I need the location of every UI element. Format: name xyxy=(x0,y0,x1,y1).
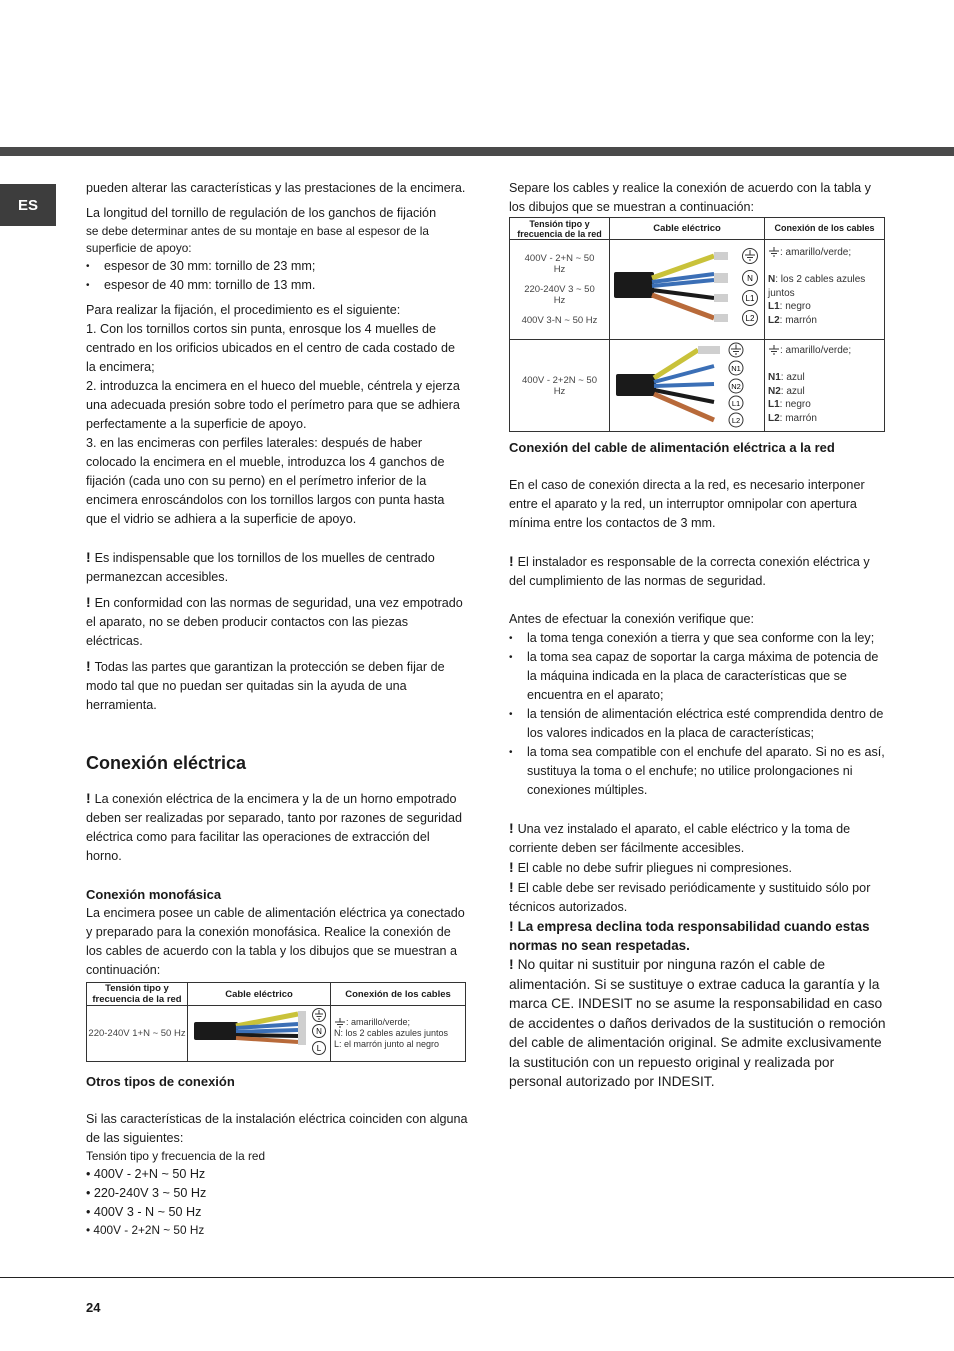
cable-diagram xyxy=(188,1006,331,1062)
voltage-cell: 400V - 2+2N ~ 50 Hz xyxy=(510,340,610,432)
paragraph: En el caso de conexión directa a la red, es necesario interponer entre el aparato y la red, un interruptor omnipolar con apertura mínima entre los contactos de 3 mm. xyxy=(509,478,865,530)
terminal-label: N xyxy=(747,274,753,283)
table-header: Cable eléctrico xyxy=(188,983,331,1006)
voltage-cell: 220-240V 1+N ~ 50 Hz xyxy=(87,1006,188,1062)
warning: ! El cable debe ser revisado periódicamente y sustituido sólo por técnicos autorizados. xyxy=(509,879,871,914)
three-phase-table xyxy=(509,217,885,432)
terminal-label: L2 xyxy=(731,416,741,425)
warning: ! La conexión eléctrica de la encimera y la de un horno empotrado deben ser realizadas por separado, tanto por razones de seguridad eléctrica como para facilitar las operaciones de extracción del horno. xyxy=(86,790,462,863)
warning: ! Una vez instalado el aparato, el cable eléctrico y la toma de corriente deben ser fácilmente accesibles. xyxy=(509,820,851,855)
page-number: 24 xyxy=(86,1300,101,1315)
warning: ! Todas las partes que garantizan la protección se deben fijar de modo tal que no puedan ser quitadas sin la ayuda de una herramienta. xyxy=(86,658,445,712)
terminal-label: L xyxy=(316,1044,322,1053)
cable-diagram xyxy=(610,240,765,340)
warning: ! No quitar ni sustituir por ninguna razón el cable de alimentación. Si se sustituye o extrae caduca la garantía y la marca CE. INDESIT no se asume la responsabilidad en caso de accidentes o daños derivados de la sustitución o remoción del cable de alimentación original. Se admite exclusivamente la sustitución con un repuesto original y realizada por personal autorizado por INDESIT. xyxy=(509,956,886,1089)
terminal-label: N2 xyxy=(731,382,741,391)
paragraph: 1. Con los tornillos cortos sin punta, enrosque los 4 muelles de centrado en los orificios ubicados en el centro de cada costado de la encimera; xyxy=(86,322,455,374)
paragraph: Antes de efectuar la conexión verifique que: xyxy=(509,612,755,626)
paragraph: 2. introduzca la encimera en el hueco del mueble, céntrela y ejerza una adecuada presión sobre todo el perímetro para que se adhiera perfectamente a la superficie de apoyo. xyxy=(86,379,460,431)
warning: ! En conformidad con las normas de seguridad, una vez empotrado el aparato, no se deben producir contactos con las piezas eléctricas. xyxy=(86,594,463,648)
table-header: Conexión de los cables xyxy=(331,983,466,1006)
list-item: • espesor de 40 mm: tornillo de 13 mm. xyxy=(86,276,468,295)
list-item: • espesor de 30 mm: tornillo de 23 mm; xyxy=(86,257,468,276)
list-item: • 400V - 2+N ~ 50 Hz xyxy=(86,1167,206,1181)
top-bar xyxy=(0,147,954,156)
paragraph: La encimera posee un cable de alimentación eléctrica ya conectado y preparado para la conexión monofásica. Realice la conexión de los cables de acuerdo con la tabla y los dibujos que se muestran a continuación: xyxy=(86,906,465,977)
list-item: • 220-240V 3 ~ 50 Hz xyxy=(86,1186,207,1200)
paragraph: Si las características de la instalación eléctrica coinciden con alguna de las siguientes: xyxy=(86,1112,468,1145)
list-item: • la toma sea compatible con el enchufe del aparato. Si no es así, sustituya la toma o el enchufe; no utilice prolongaciones ni conexiones múltiples. xyxy=(509,743,887,800)
cable-diagram xyxy=(610,340,765,432)
warning-icon: ! xyxy=(509,553,518,569)
warning-icon: ! xyxy=(509,956,518,972)
cable-drawing xyxy=(610,340,764,428)
paragraph: 3. en las encimeras con perfiles laterales: después de haber colocado la encimera en el mueble, introduzca los 4 ganchos de fijación (cada uno con su perno) en el perímetro inferior de la encimera enroscándolos con los tornillos largos con punta hasta que el vidrio se adhiera a la superficie de apoyo. xyxy=(86,436,445,526)
warning-icon: ! xyxy=(86,594,95,610)
left-column xyxy=(86,179,468,1239)
list-item: • 400V - 2+2N ~ 50 Hz xyxy=(86,1223,205,1237)
list-item: • la toma sea capaz de soportar la carga máxima de potencia de la máquina indicada en la placa de características que se encuentra en el aparato; xyxy=(509,648,887,705)
warning-icon: ! xyxy=(86,549,95,565)
paragraph: Separe los cables y realice la conexión de acuerdo con la tabla y los dibujos que se muestran a continuación: xyxy=(509,181,871,214)
section-heading: Conexión eléctrica xyxy=(86,753,247,773)
single-phase-table xyxy=(86,982,466,1062)
paragraph: pueden alterar las características y las prestaciones de la encimera. xyxy=(86,181,466,195)
list-item: • 400V 3 - N ~ 50 Hz xyxy=(86,1205,202,1219)
bullet-list xyxy=(86,257,468,295)
cable-drawing xyxy=(610,240,764,336)
paragraph: Tensión tipo y frecuencia de la red xyxy=(86,1149,266,1163)
subheading: Conexión monofásica xyxy=(86,887,222,902)
subheading: Conexión del cable de alimentación eléctrica a la red xyxy=(509,440,835,455)
ground-icon xyxy=(768,345,780,356)
warning: ! El cable no debe sufrir pliegues ni compresiones. xyxy=(509,859,792,875)
warning: ! El instalador es responsable de la correcta conexión eléctrica y del cumplimiento de las normas de seguridad. xyxy=(509,553,870,588)
list-item: • la tensión de alimentación eléctrica esté comprendida dentro de los valores indicados en la placa de características; xyxy=(509,705,887,743)
language-tab-label: ES xyxy=(17,196,38,214)
terminal-label: L2 xyxy=(745,314,755,323)
warning-icon: ! xyxy=(509,859,518,875)
connection-cell: : amarillo/verde; N1: azul N2: azul L1: negro L2: marrón xyxy=(765,340,885,432)
right-column xyxy=(509,179,887,1092)
warning-icon: ! xyxy=(509,918,518,934)
bottom-rule xyxy=(0,1277,954,1278)
voltage-cell: 400V - 2+N ~ 50 Hz 220-240V 3 ~ 50 Hz 400V 3-N ~ 50 Hz xyxy=(510,240,610,340)
table-header: Tensión tipo y frecuencia de la red xyxy=(87,983,188,1006)
bullet-list xyxy=(509,629,887,800)
warning-icon: ! xyxy=(509,820,518,836)
paragraph: se debe determinar antes de su montaje en base al espesor de la superficie de apoyo: xyxy=(86,224,429,255)
language-tab xyxy=(0,184,56,226)
table-header: Conexión de los cables xyxy=(765,218,885,240)
terminal-label: N xyxy=(316,1027,322,1036)
paragraph: Para realizar la fijación, el procedimiento es el siguiente: xyxy=(86,303,401,317)
table-header: Cable eléctrico xyxy=(610,218,765,240)
subheading: Otros tipos de conexión xyxy=(86,1074,235,1089)
warning: ! Es indispensable que los tornillos de los muelles de centrado permanezcan accesibles. xyxy=(86,549,435,584)
cable-drawing xyxy=(188,1006,330,1058)
terminal-label: N1 xyxy=(731,364,741,373)
warning-icon: ! xyxy=(86,658,95,674)
terminal-label: L1 xyxy=(731,399,741,408)
terminal-label: L1 xyxy=(745,294,755,303)
ground-icon xyxy=(334,1017,346,1027)
paragraph: La longitud del tornillo de regulación de los ganchos de fijación xyxy=(86,206,437,220)
list-item: • la toma tenga conexión a tierra y que sea conforme con la ley; xyxy=(509,629,887,648)
connection-cell: : amarillo/verde; N: los 2 cables azules juntos L: el marrón junto al negro xyxy=(331,1006,466,1062)
warning: ! La empresa declina toda responsabilidad cuando estas normas no sean respetadas. xyxy=(509,918,870,953)
warning-icon: ! xyxy=(86,790,95,806)
table-header: Tensión tipo y frecuencia de la red xyxy=(510,218,610,240)
ground-icon xyxy=(768,247,780,258)
warning-icon: ! xyxy=(509,879,518,895)
connection-cell: : amarillo/verde; N: los 2 cables azules juntos L1: negro L2: marrón xyxy=(765,240,885,340)
